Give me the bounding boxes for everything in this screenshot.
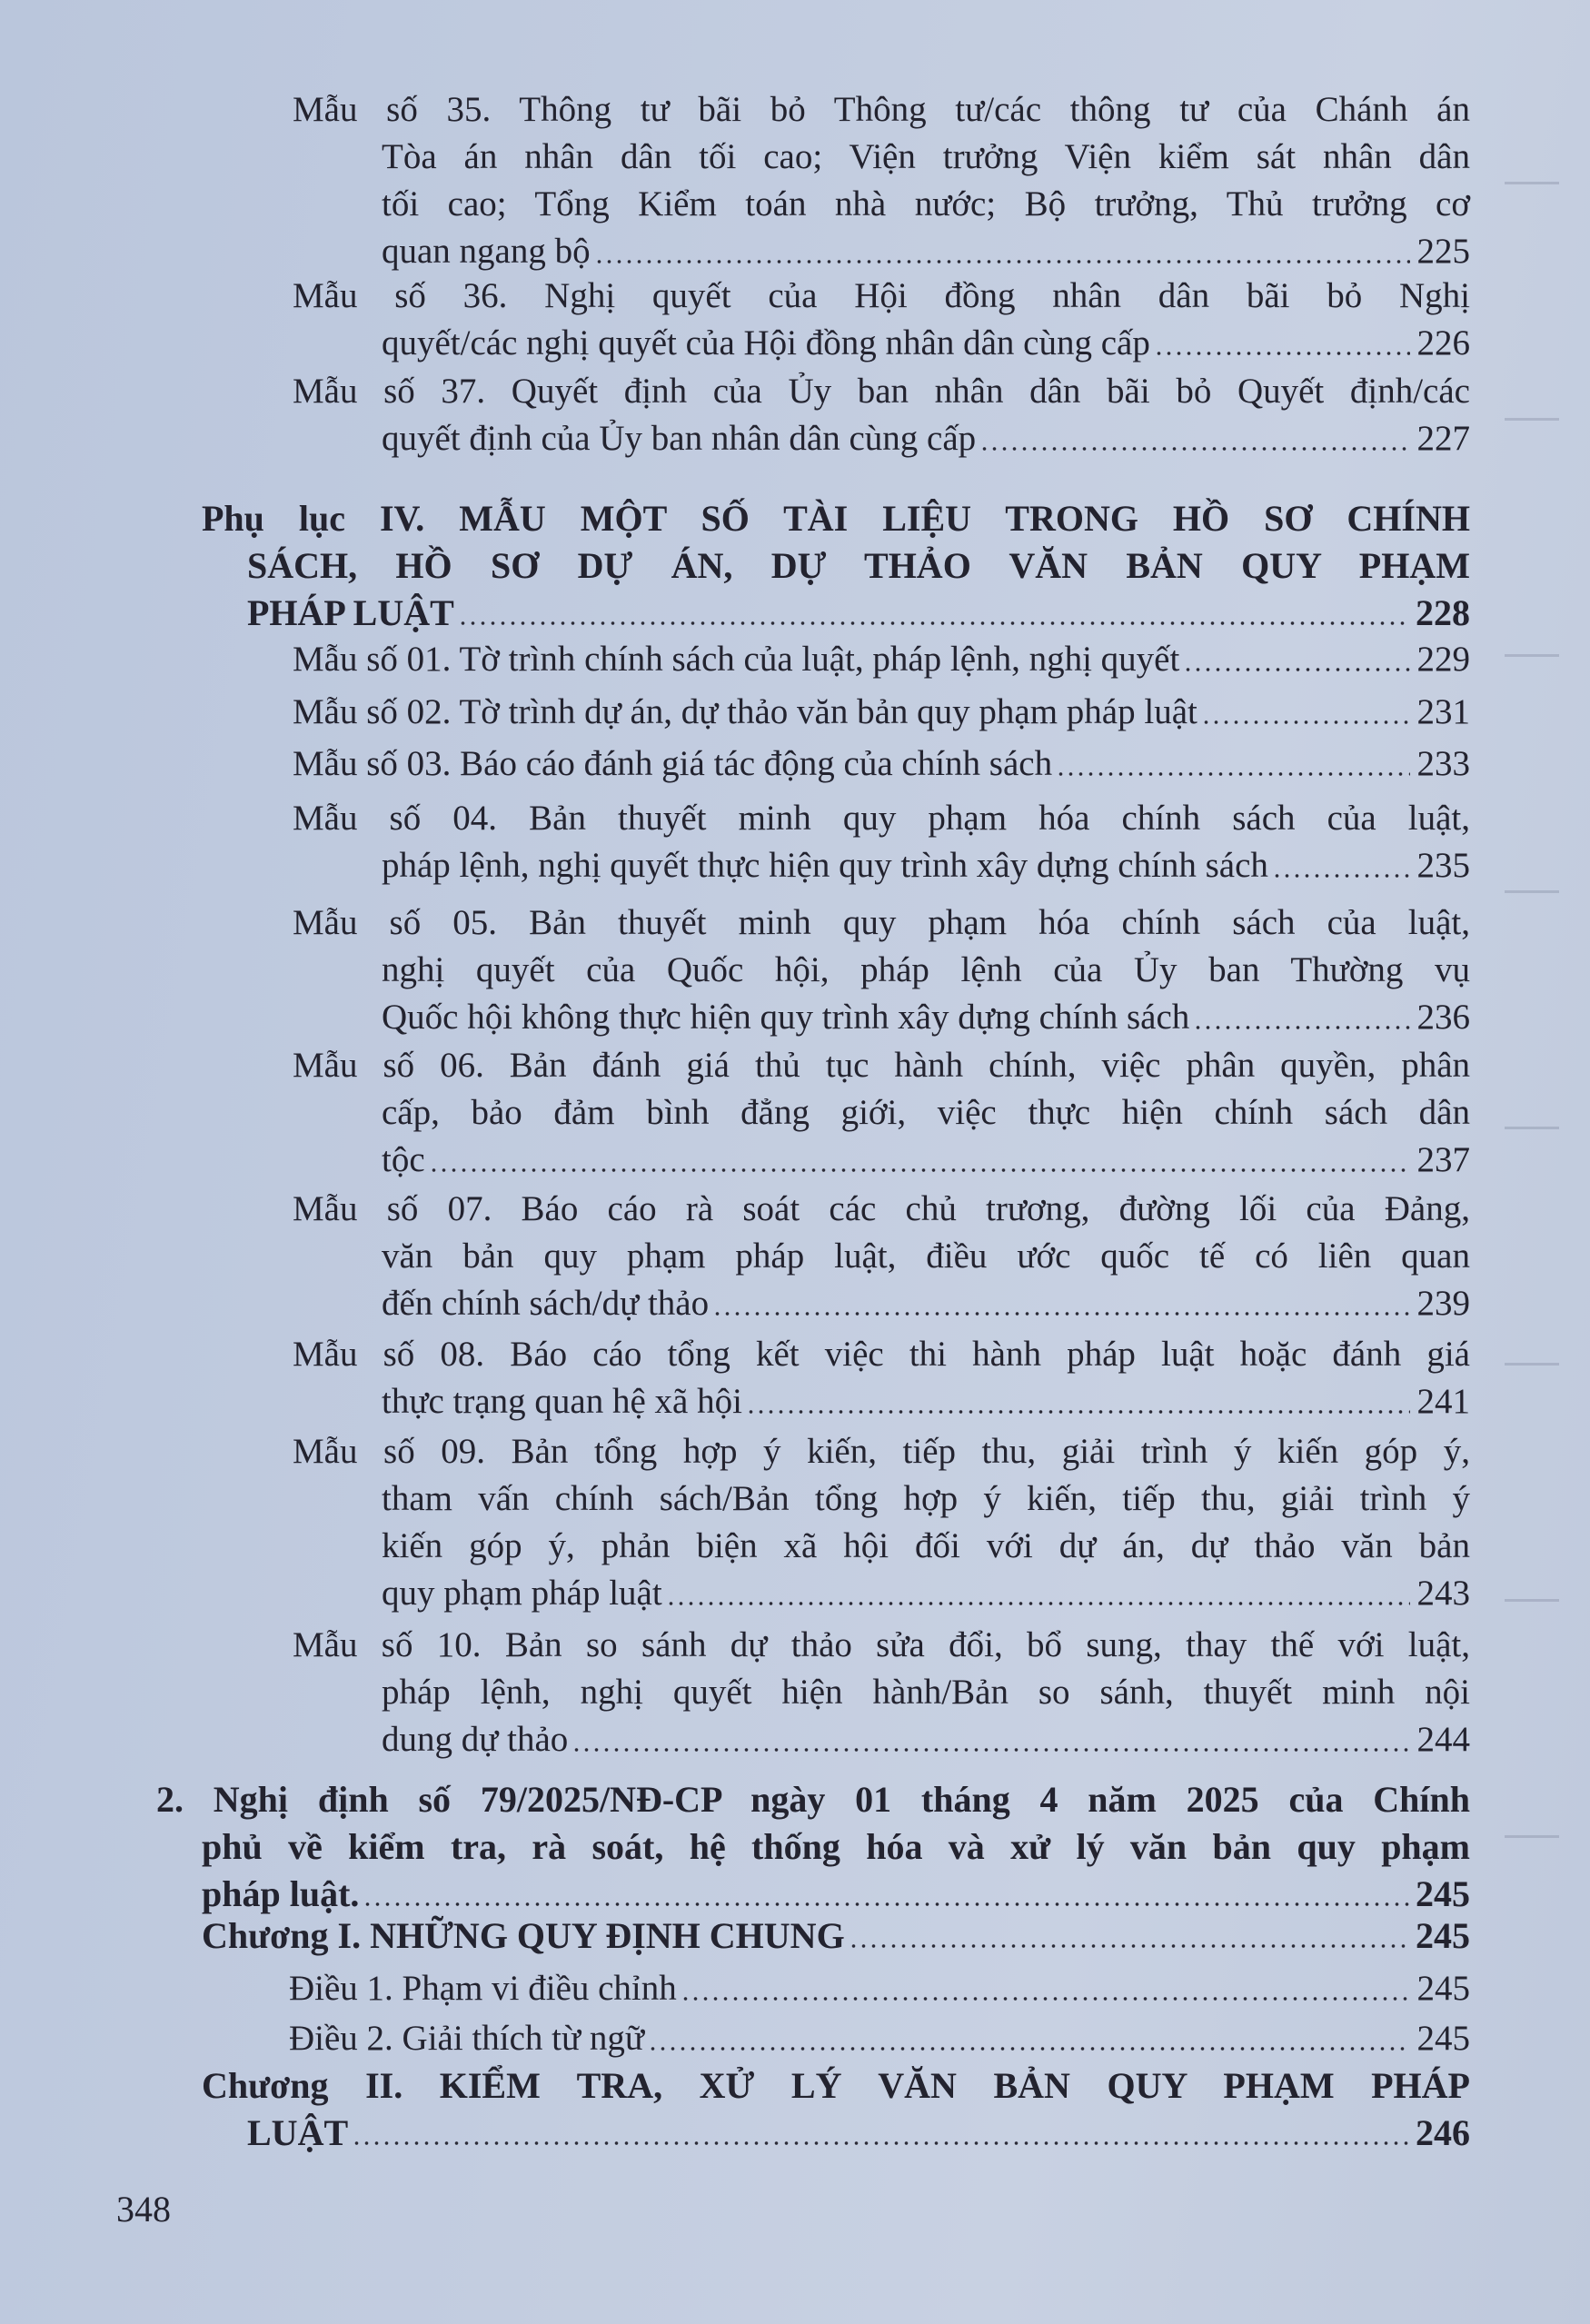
toc-line-text: Mẫu số 10. Bản so sánh dự thảo sửa đổi, bổ sung, thay thế với luật,	[293, 1625, 1470, 1664]
toc-line	[156, 1776, 1470, 1823]
toc-line	[293, 86, 1470, 134]
toc-line-text: tộc	[382, 1140, 425, 1179]
toc-page-number: 226	[1416, 323, 1470, 363]
toc-line	[293, 1042, 1470, 1089]
toc-line	[202, 1823, 1470, 1871]
toc-line	[382, 994, 1470, 1041]
toc-line-text: Mẫu số 04. Bản thuyết minh quy phạm hóa chính sách của luật,	[293, 799, 1470, 838]
toc-line	[289, 2015, 1470, 2062]
toc-page-number: 244	[1416, 1720, 1470, 1759]
toc-page-number: 241	[1416, 1382, 1470, 1421]
toc-line	[289, 1965, 1470, 2012]
toc-line	[382, 1089, 1470, 1137]
toc-line-text: tối cao; Tổng Kiểm toán nhà nước; Bộ trưởng, Thủ trưởng cơ	[382, 184, 1470, 223]
toc-page-number: 228	[1416, 592, 1470, 633]
toc-line-text: Mẫu số 06. Bản đánh giá thủ tục hành chính, việc phân quyền, phân	[293, 1046, 1470, 1085]
dot-leader	[352, 2141, 1410, 2145]
dot-leader	[681, 1997, 1410, 2001]
toc-line-text: pháp luật.	[202, 1873, 360, 1914]
toc-page-number: 229	[1416, 640, 1470, 679]
toc-line-text: quan ngang bộ	[382, 232, 591, 271]
toc-line	[293, 1622, 1470, 1669]
toc-line	[293, 1331, 1470, 1378]
toc-line-text: pháp lệnh, nghị quyết hiện hành/Bản so sánh, thuyết minh nội	[382, 1673, 1470, 1712]
toc-line	[382, 134, 1470, 181]
toc-line-text: Mẫu số 01. Tờ trình chính sách của luật, pháp lệnh, nghị quyết	[293, 640, 1180, 679]
toc-line-text: Điều 2. Giải thích từ ngữ	[289, 2019, 645, 2058]
toc-line-text: quyết/các nghị quyết của Hội đồng nhân dân cùng cấp	[382, 323, 1150, 363]
toc-line	[382, 947, 1470, 994]
toc-line-text: pháp lệnh, nghị quyết thực hiện quy trình xây dựng chính sách	[382, 846, 1268, 885]
toc-line	[247, 590, 1470, 637]
dot-leader	[648, 2047, 1410, 2051]
toc-line	[382, 1280, 1470, 1327]
toc-line-text: Chương II. KIỂM TRA, XỬ LÝ VĂN BẢN QUY PHẠM PHÁP	[202, 2065, 1470, 2106]
toc-page-number: 239	[1416, 1284, 1470, 1323]
dot-leader	[594, 260, 1410, 263]
toc-line-text: Mẫu số 03. Báo cáo đánh giá tác động của chính sách	[293, 744, 1053, 783]
toc-line	[293, 1428, 1470, 1475]
toc-page-number: 236	[1416, 998, 1470, 1037]
dot-leader	[979, 447, 1410, 451]
toc-line	[293, 899, 1470, 947]
toc-line	[382, 415, 1470, 462]
toc-line	[382, 1137, 1470, 1184]
toc-line	[382, 1716, 1470, 1763]
dot-leader	[1056, 772, 1410, 776]
toc-line-text: kiến góp ý, phản biện xã hội đối với dự án, dự thảo văn bản	[382, 1526, 1470, 1565]
dot-leader	[571, 1748, 1410, 1752]
toc-page-number: 246	[1416, 2112, 1470, 2153]
toc-line	[382, 228, 1470, 275]
toc-line	[382, 842, 1470, 889]
toc-line	[293, 273, 1470, 320]
dot-leader	[712, 1312, 1410, 1316]
dot-leader	[746, 1410, 1410, 1414]
toc-page-number: 245	[1416, 2019, 1470, 2058]
toc-page-number: 231	[1416, 692, 1470, 731]
toc-line	[382, 1233, 1470, 1280]
toc-line	[293, 1186, 1470, 1233]
toc-line	[382, 1523, 1470, 1570]
toc-page-number: 233	[1416, 744, 1470, 783]
toc-line	[293, 740, 1470, 788]
toc-line	[382, 181, 1470, 228]
toc-page-number: 245	[1416, 1915, 1470, 1956]
toc-line	[202, 495, 1470, 542]
toc-line	[382, 1669, 1470, 1716]
toc-line-text: Quốc hội không thực hiện quy trình xây dựng chính sách	[382, 998, 1190, 1037]
dot-leader	[1183, 668, 1410, 671]
toc-line	[247, 2110, 1470, 2157]
toc-line	[202, 1912, 1470, 1960]
toc-line-text: Mẫu số 37. Quyết định của Ủy ban nhân dân bãi bỏ Quyết định/các	[293, 372, 1470, 411]
toc-line-text: LUẬT	[247, 2112, 349, 2153]
toc-line-text: thực trạng quan hệ xã hội	[382, 1382, 742, 1421]
toc-line-text: tham vấn chính sách/Bản tổng hợp ý kiến, tiếp thu, giải trình ý	[382, 1479, 1470, 1518]
toc-line-text: 2. Nghị định số 79/2025/NĐ-CP ngày 01 tháng 4 năm 2025 của Chính	[156, 1779, 1470, 1820]
toc-page-number: 227	[1416, 419, 1470, 458]
toc-line	[247, 542, 1470, 590]
toc-line	[202, 2062, 1470, 2110]
toc-line	[293, 795, 1470, 842]
toc-line	[293, 636, 1470, 683]
dot-leader	[1193, 1026, 1410, 1029]
toc-line-text: Mẫu số 09. Bản tổng hợp ý kiến, tiếp thu, giải trình ý kiến góp ý,	[293, 1432, 1470, 1471]
dot-leader	[1154, 352, 1410, 355]
dot-leader	[666, 1602, 1410, 1605]
toc-line	[382, 1378, 1470, 1425]
toc-line-text: Chương I. NHỮNG QUY ĐỊNH CHUNG	[202, 1915, 845, 1956]
toc-line-text: nghị quyết của Quốc hội, pháp lệnh của Ủy ban Thường vụ	[382, 950, 1470, 989]
toc-line-text: PHÁP LUẬT	[247, 592, 454, 633]
toc-line-text: Mẫu số 08. Báo cáo tổng kết việc thi hành pháp luật hoặc đánh giá	[293, 1335, 1470, 1374]
toc-line	[382, 1570, 1470, 1617]
dot-leader	[458, 621, 1410, 625]
toc-page-number: 237	[1416, 1140, 1470, 1179]
dot-leader	[849, 1944, 1410, 1948]
toc-line-text: quyết định của Ủy ban nhân dân cùng cấp	[382, 419, 977, 458]
toc-line-text: dung dự thảo	[382, 1720, 569, 1759]
toc-line	[202, 1871, 1470, 1918]
dot-leader	[1201, 720, 1410, 724]
toc-line	[293, 368, 1470, 415]
toc-page-number: 245	[1416, 1873, 1470, 1914]
toc-line-text: Điều 1. Phạm vi điều chỉnh	[289, 1969, 677, 2008]
toc-line-text: Phụ lục IV. MẪU MỘT SỐ TÀI LIỆU TRONG HỒ SƠ CHÍNH	[202, 498, 1470, 539]
toc-page-number: 243	[1416, 1574, 1470, 1613]
toc-line-text: Mẫu số 36. Nghị quyết của Hội đồng nhân dân bãi bỏ Nghị	[293, 276, 1470, 315]
dot-leader	[363, 1902, 1410, 1906]
toc-line-text: văn bản quy phạm pháp luật, điều ước quốc tế có liên quan	[382, 1236, 1470, 1276]
toc-line-text: quy phạm pháp luật	[382, 1574, 662, 1613]
toc-line	[293, 689, 1470, 736]
toc-line-text: Mẫu số 05. Bản thuyết minh quy phạm hóa chính sách của luật,	[293, 903, 1470, 942]
toc-line	[382, 1475, 1470, 1523]
toc-line	[382, 320, 1470, 367]
page-number: 348	[116, 2189, 171, 2230]
toc-page-number: 225	[1416, 232, 1470, 271]
toc-page-number: 245	[1416, 1969, 1470, 2008]
toc-page-number: 235	[1416, 846, 1470, 885]
toc-line-text: Tòa án nhân dân tối cao; Viện trưởng Viện kiểm sát nhân dân	[382, 137, 1470, 176]
toc-line-text: SÁCH, HỒ SƠ DỰ ÁN, DỰ THẢO VĂN BẢN QUY PHẠM	[247, 545, 1470, 586]
dot-leader	[429, 1168, 1410, 1172]
toc-line-text: Mẫu số 02. Tờ trình dự án, dự thảo văn bản quy phạm pháp luật	[293, 692, 1197, 731]
toc-line-text: Mẫu số 35. Thông tư bãi bỏ Thông tư/các thông tư của Chánh án	[293, 90, 1470, 129]
toc-line-text: Mẫu số 07. Báo cáo rà soát các chủ trương, đường lối của Đảng,	[293, 1189, 1470, 1228]
toc-line-text: cấp, bảo đảm bình đẳng giới, việc thực hiện chính sách dân	[382, 1093, 1470, 1132]
dot-leader	[1272, 874, 1410, 878]
toc-line-text: phủ về kiểm tra, rà soát, hệ thống hóa và xử lý văn bản quy phạm	[202, 1826, 1470, 1867]
toc-line-text: đến chính sách/dự thảo	[382, 1284, 710, 1323]
